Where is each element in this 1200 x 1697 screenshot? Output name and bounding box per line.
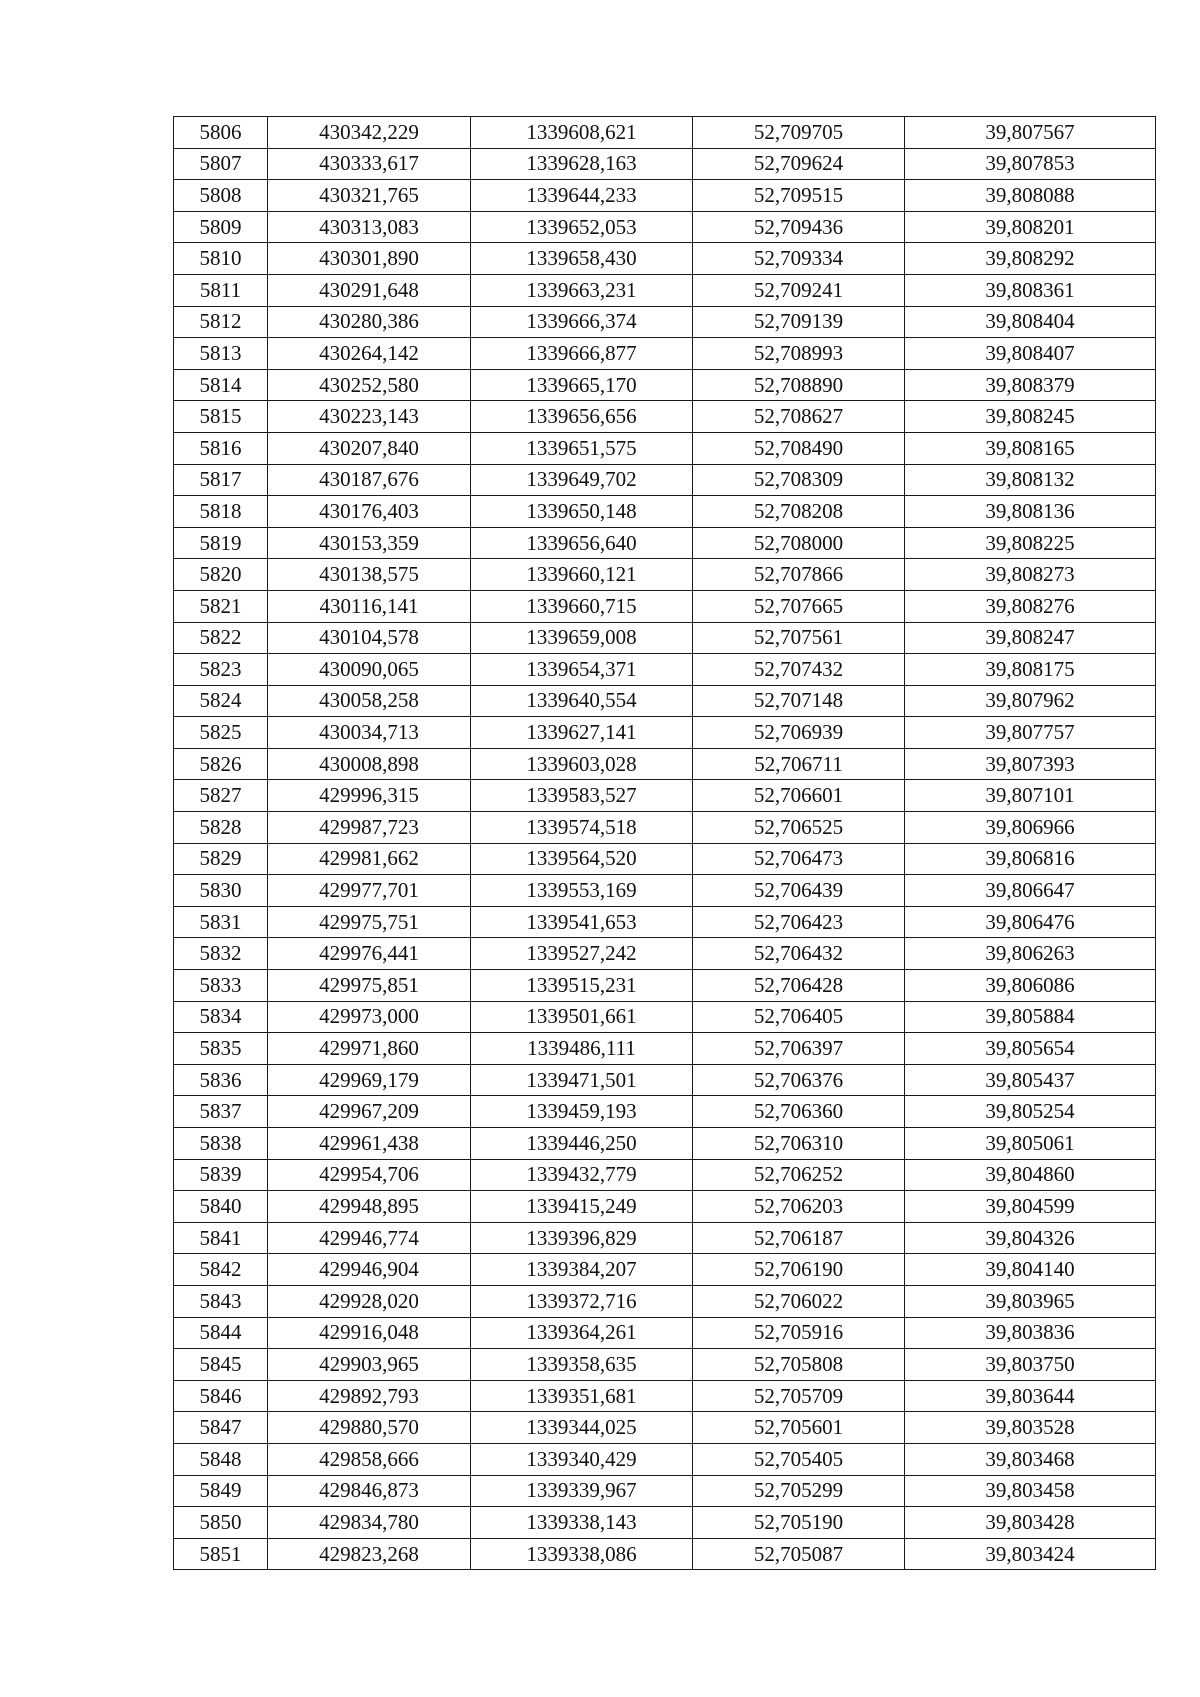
x-coordinate-cell: 430176,403 — [268, 496, 471, 528]
x-coordinate-cell: 430321,765 — [268, 180, 471, 212]
x-coordinate-cell: 430252,580 — [268, 369, 471, 401]
x-coordinate-cell: 429858,666 — [268, 1443, 471, 1475]
longitude-cell: 39,806086 — [905, 970, 1156, 1002]
y-coordinate-cell: 1339660,121 — [471, 559, 693, 591]
longitude-cell: 39,808247 — [905, 622, 1156, 654]
longitude-cell: 39,808273 — [905, 559, 1156, 591]
table-row — [174, 780, 1156, 812]
x-coordinate-cell: 429892,793 — [268, 1380, 471, 1412]
table-row — [174, 338, 1156, 370]
table-row — [174, 559, 1156, 591]
y-coordinate-cell: 1339384,207 — [471, 1254, 693, 1286]
point-number-cell: 5812 — [174, 306, 268, 338]
point-number-cell: 5831 — [174, 906, 268, 938]
longitude-cell: 39,806476 — [905, 906, 1156, 938]
x-coordinate-cell: 430034,713 — [268, 717, 471, 749]
longitude-cell: 39,807962 — [905, 685, 1156, 717]
point-number-cell: 5844 — [174, 1317, 268, 1349]
latitude-cell: 52,706022 — [693, 1285, 905, 1317]
longitude-cell: 39,803458 — [905, 1475, 1156, 1507]
point-number-cell: 5810 — [174, 243, 268, 275]
table-row — [174, 843, 1156, 875]
longitude-cell: 39,808165 — [905, 432, 1156, 464]
latitude-cell: 52,706190 — [693, 1254, 905, 1286]
y-coordinate-cell: 1339640,554 — [471, 685, 693, 717]
longitude-cell: 39,803424 — [905, 1538, 1156, 1570]
point-number-cell: 5841 — [174, 1222, 268, 1254]
y-coordinate-cell: 1339627,141 — [471, 717, 693, 749]
table-row — [174, 938, 1156, 970]
table-row — [174, 211, 1156, 243]
point-number-cell: 5842 — [174, 1254, 268, 1286]
latitude-cell: 52,709515 — [693, 180, 905, 212]
longitude-cell: 39,807101 — [905, 780, 1156, 812]
point-number-cell: 5828 — [174, 812, 268, 844]
point-number-cell: 5823 — [174, 654, 268, 686]
x-coordinate-cell: 429981,662 — [268, 843, 471, 875]
longitude-cell: 39,808404 — [905, 306, 1156, 338]
y-coordinate-cell: 1339564,520 — [471, 843, 693, 875]
y-coordinate-cell: 1339666,877 — [471, 338, 693, 370]
point-number-cell: 5837 — [174, 1096, 268, 1128]
y-coordinate-cell: 1339446,250 — [471, 1128, 693, 1160]
point-number-cell: 5825 — [174, 717, 268, 749]
latitude-cell: 52,706203 — [693, 1191, 905, 1223]
latitude-cell: 52,706397 — [693, 1033, 905, 1065]
table-row — [174, 527, 1156, 559]
point-number-cell: 5818 — [174, 496, 268, 528]
x-coordinate-cell: 429976,441 — [268, 938, 471, 970]
latitude-cell: 52,705916 — [693, 1317, 905, 1349]
latitude-cell: 52,706439 — [693, 875, 905, 907]
latitude-cell: 52,707432 — [693, 654, 905, 686]
latitude-cell: 52,707665 — [693, 590, 905, 622]
longitude-cell: 39,803965 — [905, 1285, 1156, 1317]
latitude-cell: 52,705190 — [693, 1507, 905, 1539]
point-number-cell: 5845 — [174, 1349, 268, 1381]
latitude-cell: 52,709705 — [693, 117, 905, 149]
longitude-cell: 39,803468 — [905, 1443, 1156, 1475]
x-coordinate-cell: 429973,000 — [268, 1001, 471, 1033]
point-number-cell: 5820 — [174, 559, 268, 591]
longitude-cell: 39,808175 — [905, 654, 1156, 686]
y-coordinate-cell: 1339666,374 — [471, 306, 693, 338]
latitude-cell: 52,707148 — [693, 685, 905, 717]
y-coordinate-cell: 1339396,829 — [471, 1222, 693, 1254]
x-coordinate-cell: 430264,142 — [268, 338, 471, 370]
point-number-cell: 5822 — [174, 622, 268, 654]
y-coordinate-cell: 1339652,053 — [471, 211, 693, 243]
point-number-cell: 5840 — [174, 1191, 268, 1223]
longitude-cell: 39,803428 — [905, 1507, 1156, 1539]
point-number-cell: 5824 — [174, 685, 268, 717]
table-row — [174, 369, 1156, 401]
table-row — [174, 812, 1156, 844]
latitude-cell: 52,706432 — [693, 938, 905, 970]
y-coordinate-cell: 1339471,501 — [471, 1064, 693, 1096]
y-coordinate-cell: 1339651,575 — [471, 432, 693, 464]
latitude-cell: 52,706360 — [693, 1096, 905, 1128]
table-row — [174, 1317, 1156, 1349]
longitude-cell: 39,804860 — [905, 1159, 1156, 1191]
point-number-cell: 5830 — [174, 875, 268, 907]
table-row — [174, 243, 1156, 275]
x-coordinate-cell: 429823,268 — [268, 1538, 471, 1570]
y-coordinate-cell: 1339553,169 — [471, 875, 693, 907]
point-number-cell: 5832 — [174, 938, 268, 970]
x-coordinate-cell: 430187,676 — [268, 464, 471, 496]
x-coordinate-cell: 430280,386 — [268, 306, 471, 338]
longitude-cell: 39,808132 — [905, 464, 1156, 496]
y-coordinate-cell: 1339644,233 — [471, 180, 693, 212]
y-coordinate-cell: 1339658,430 — [471, 243, 693, 275]
x-coordinate-cell: 429916,048 — [268, 1317, 471, 1349]
latitude-cell: 52,708000 — [693, 527, 905, 559]
y-coordinate-cell: 1339338,086 — [471, 1538, 693, 1570]
x-coordinate-cell: 429846,873 — [268, 1475, 471, 1507]
longitude-cell: 39,807567 — [905, 117, 1156, 149]
point-number-cell: 5827 — [174, 780, 268, 812]
y-coordinate-cell: 1339364,261 — [471, 1317, 693, 1349]
y-coordinate-cell: 1339649,702 — [471, 464, 693, 496]
latitude-cell: 52,708993 — [693, 338, 905, 370]
table-row — [174, 1159, 1156, 1191]
latitude-cell: 52,708890 — [693, 369, 905, 401]
y-coordinate-cell: 1339603,028 — [471, 748, 693, 780]
x-coordinate-cell: 430008,898 — [268, 748, 471, 780]
longitude-cell: 39,808407 — [905, 338, 1156, 370]
longitude-cell: 39,808245 — [905, 401, 1156, 433]
table-row — [174, 654, 1156, 686]
latitude-cell: 52,706405 — [693, 1001, 905, 1033]
y-coordinate-cell: 1339665,170 — [471, 369, 693, 401]
point-number-cell: 5846 — [174, 1380, 268, 1412]
table-row — [174, 622, 1156, 654]
x-coordinate-cell: 429880,570 — [268, 1412, 471, 1444]
table-row — [174, 401, 1156, 433]
table-row — [174, 180, 1156, 212]
point-number-cell: 5806 — [174, 117, 268, 149]
longitude-cell: 39,806647 — [905, 875, 1156, 907]
table-row — [174, 1128, 1156, 1160]
table-row — [174, 1285, 1156, 1317]
point-number-cell: 5849 — [174, 1475, 268, 1507]
table-row — [174, 685, 1156, 717]
latitude-cell: 52,709334 — [693, 243, 905, 275]
y-coordinate-cell: 1339659,008 — [471, 622, 693, 654]
y-coordinate-cell: 1339351,681 — [471, 1380, 693, 1412]
longitude-cell: 39,803750 — [905, 1349, 1156, 1381]
latitude-cell: 52,705601 — [693, 1412, 905, 1444]
latitude-cell: 52,707561 — [693, 622, 905, 654]
y-coordinate-cell: 1339415,249 — [471, 1191, 693, 1223]
table-row — [174, 464, 1156, 496]
table-row — [174, 906, 1156, 938]
y-coordinate-cell: 1339459,193 — [471, 1096, 693, 1128]
latitude-cell: 52,709624 — [693, 148, 905, 180]
x-coordinate-cell: 429948,895 — [268, 1191, 471, 1223]
table-row — [174, 1033, 1156, 1065]
y-coordinate-cell: 1339486,111 — [471, 1033, 693, 1065]
table-row — [174, 748, 1156, 780]
latitude-cell: 52,706187 — [693, 1222, 905, 1254]
longitude-cell: 39,808201 — [905, 211, 1156, 243]
table-row — [174, 1507, 1156, 1539]
x-coordinate-cell: 430116,141 — [268, 590, 471, 622]
x-coordinate-cell: 429954,706 — [268, 1159, 471, 1191]
latitude-cell: 52,706939 — [693, 717, 905, 749]
point-number-cell: 5847 — [174, 1412, 268, 1444]
table-row — [174, 875, 1156, 907]
table-row — [174, 117, 1156, 149]
table-row — [174, 1380, 1156, 1412]
latitude-cell: 52,706525 — [693, 812, 905, 844]
latitude-cell: 52,709241 — [693, 274, 905, 306]
point-number-cell: 5811 — [174, 274, 268, 306]
longitude-cell: 39,805254 — [905, 1096, 1156, 1128]
latitude-cell: 52,705087 — [693, 1538, 905, 1570]
table-row — [174, 1349, 1156, 1381]
longitude-cell: 39,803528 — [905, 1412, 1156, 1444]
point-number-cell: 5839 — [174, 1159, 268, 1191]
latitude-cell: 52,706423 — [693, 906, 905, 938]
longitude-cell: 39,808361 — [905, 274, 1156, 306]
latitude-cell: 52,709139 — [693, 306, 905, 338]
y-coordinate-cell: 1339541,653 — [471, 906, 693, 938]
point-number-cell: 5826 — [174, 748, 268, 780]
longitude-cell: 39,803836 — [905, 1317, 1156, 1349]
x-coordinate-cell: 429946,904 — [268, 1254, 471, 1286]
y-coordinate-cell: 1339574,518 — [471, 812, 693, 844]
point-number-cell: 5814 — [174, 369, 268, 401]
x-coordinate-cell: 429975,851 — [268, 970, 471, 1002]
longitude-cell: 39,808225 — [905, 527, 1156, 559]
latitude-cell: 52,708490 — [693, 432, 905, 464]
table-row — [174, 432, 1156, 464]
point-number-cell: 5813 — [174, 338, 268, 370]
point-number-cell: 5815 — [174, 401, 268, 433]
latitude-cell: 52,708208 — [693, 496, 905, 528]
longitude-cell: 39,808379 — [905, 369, 1156, 401]
point-number-cell: 5848 — [174, 1443, 268, 1475]
x-coordinate-cell: 429969,179 — [268, 1064, 471, 1096]
x-coordinate-cell: 430333,617 — [268, 148, 471, 180]
longitude-cell: 39,804326 — [905, 1222, 1156, 1254]
longitude-cell: 39,804599 — [905, 1191, 1156, 1223]
longitude-cell: 39,805654 — [905, 1033, 1156, 1065]
longitude-cell: 39,807393 — [905, 748, 1156, 780]
y-coordinate-cell: 1339650,148 — [471, 496, 693, 528]
y-coordinate-cell: 1339663,231 — [471, 274, 693, 306]
point-number-cell: 5834 — [174, 1001, 268, 1033]
x-coordinate-cell: 430153,359 — [268, 527, 471, 559]
x-coordinate-cell: 430058,258 — [268, 685, 471, 717]
longitude-cell: 39,804140 — [905, 1254, 1156, 1286]
x-coordinate-cell: 430104,578 — [268, 622, 471, 654]
y-coordinate-cell: 1339608,621 — [471, 117, 693, 149]
latitude-cell: 52,706376 — [693, 1064, 905, 1096]
y-coordinate-cell: 1339660,715 — [471, 590, 693, 622]
x-coordinate-cell: 429975,751 — [268, 906, 471, 938]
point-number-cell: 5808 — [174, 180, 268, 212]
y-coordinate-cell: 1339340,429 — [471, 1443, 693, 1475]
table-row — [174, 970, 1156, 1002]
table-row — [174, 1475, 1156, 1507]
x-coordinate-cell: 429834,780 — [268, 1507, 471, 1539]
coordinates-table — [173, 116, 1156, 1570]
latitude-cell: 52,706252 — [693, 1159, 905, 1191]
longitude-cell: 39,806966 — [905, 812, 1156, 844]
point-number-cell: 5850 — [174, 1507, 268, 1539]
y-coordinate-cell: 1339339,967 — [471, 1475, 693, 1507]
x-coordinate-cell: 429996,315 — [268, 780, 471, 812]
longitude-cell: 39,808292 — [905, 243, 1156, 275]
longitude-cell: 39,808136 — [905, 496, 1156, 528]
longitude-cell: 39,806263 — [905, 938, 1156, 970]
latitude-cell: 52,706310 — [693, 1128, 905, 1160]
x-coordinate-cell: 430138,575 — [268, 559, 471, 591]
latitude-cell: 52,705709 — [693, 1380, 905, 1412]
x-coordinate-cell: 430301,890 — [268, 243, 471, 275]
latitude-cell: 52,706711 — [693, 748, 905, 780]
point-number-cell: 5807 — [174, 148, 268, 180]
table-row — [174, 1064, 1156, 1096]
longitude-cell: 39,803644 — [905, 1380, 1156, 1412]
longitude-cell: 39,807757 — [905, 717, 1156, 749]
y-coordinate-cell: 1339344,025 — [471, 1412, 693, 1444]
y-coordinate-cell: 1339656,640 — [471, 527, 693, 559]
point-number-cell: 5819 — [174, 527, 268, 559]
latitude-cell: 52,706473 — [693, 843, 905, 875]
y-coordinate-cell: 1339583,527 — [471, 780, 693, 812]
table-row — [174, 590, 1156, 622]
y-coordinate-cell: 1339654,371 — [471, 654, 693, 686]
x-coordinate-cell: 429977,701 — [268, 875, 471, 907]
table-row — [174, 1254, 1156, 1286]
x-coordinate-cell: 430342,229 — [268, 117, 471, 149]
point-number-cell: 5816 — [174, 432, 268, 464]
longitude-cell: 39,805061 — [905, 1128, 1156, 1160]
point-number-cell: 5833 — [174, 970, 268, 1002]
latitude-cell: 52,709436 — [693, 211, 905, 243]
y-coordinate-cell: 1339338,143 — [471, 1507, 693, 1539]
point-number-cell: 5843 — [174, 1285, 268, 1317]
longitude-cell: 39,807853 — [905, 148, 1156, 180]
longitude-cell: 39,805884 — [905, 1001, 1156, 1033]
x-coordinate-cell: 429946,774 — [268, 1222, 471, 1254]
table-row — [174, 496, 1156, 528]
latitude-cell: 52,708627 — [693, 401, 905, 433]
x-coordinate-cell: 429987,723 — [268, 812, 471, 844]
coordinates-table-body — [174, 117, 1156, 1570]
longitude-cell: 39,808088 — [905, 180, 1156, 212]
longitude-cell: 39,808276 — [905, 590, 1156, 622]
point-number-cell: 5809 — [174, 211, 268, 243]
table-row — [174, 1001, 1156, 1033]
point-number-cell: 5835 — [174, 1033, 268, 1065]
table-row — [174, 306, 1156, 338]
x-coordinate-cell: 430291,648 — [268, 274, 471, 306]
latitude-cell: 52,705299 — [693, 1475, 905, 1507]
x-coordinate-cell: 430223,143 — [268, 401, 471, 433]
y-coordinate-cell: 1339656,656 — [471, 401, 693, 433]
x-coordinate-cell: 429903,965 — [268, 1349, 471, 1381]
latitude-cell: 52,705808 — [693, 1349, 905, 1381]
point-number-cell: 5829 — [174, 843, 268, 875]
table-row — [174, 274, 1156, 306]
table-row — [174, 1538, 1156, 1570]
y-coordinate-cell: 1339372,716 — [471, 1285, 693, 1317]
table-row — [174, 1222, 1156, 1254]
y-coordinate-cell: 1339628,163 — [471, 148, 693, 180]
y-coordinate-cell: 1339527,242 — [471, 938, 693, 970]
y-coordinate-cell: 1339501,661 — [471, 1001, 693, 1033]
x-coordinate-cell: 429928,020 — [268, 1285, 471, 1317]
y-coordinate-cell: 1339515,231 — [471, 970, 693, 1002]
longitude-cell: 39,805437 — [905, 1064, 1156, 1096]
table-row — [174, 1191, 1156, 1223]
table-row — [174, 1412, 1156, 1444]
latitude-cell: 52,706428 — [693, 970, 905, 1002]
table-row — [174, 148, 1156, 180]
latitude-cell: 52,706601 — [693, 780, 905, 812]
point-number-cell: 5821 — [174, 590, 268, 622]
x-coordinate-cell: 429961,438 — [268, 1128, 471, 1160]
x-coordinate-cell: 430207,840 — [268, 432, 471, 464]
x-coordinate-cell: 430090,065 — [268, 654, 471, 686]
y-coordinate-cell: 1339358,635 — [471, 1349, 693, 1381]
point-number-cell: 5851 — [174, 1538, 268, 1570]
latitude-cell: 52,705405 — [693, 1443, 905, 1475]
x-coordinate-cell: 429971,860 — [268, 1033, 471, 1065]
latitude-cell: 52,707866 — [693, 559, 905, 591]
table-row — [174, 1096, 1156, 1128]
x-coordinate-cell: 430313,083 — [268, 211, 471, 243]
y-coordinate-cell: 1339432,779 — [471, 1159, 693, 1191]
latitude-cell: 52,708309 — [693, 464, 905, 496]
table-row — [174, 1443, 1156, 1475]
point-number-cell: 5817 — [174, 464, 268, 496]
longitude-cell: 39,806816 — [905, 843, 1156, 875]
point-number-cell: 5838 — [174, 1128, 268, 1160]
point-number-cell: 5836 — [174, 1064, 268, 1096]
x-coordinate-cell: 429967,209 — [268, 1096, 471, 1128]
table-row — [174, 717, 1156, 749]
